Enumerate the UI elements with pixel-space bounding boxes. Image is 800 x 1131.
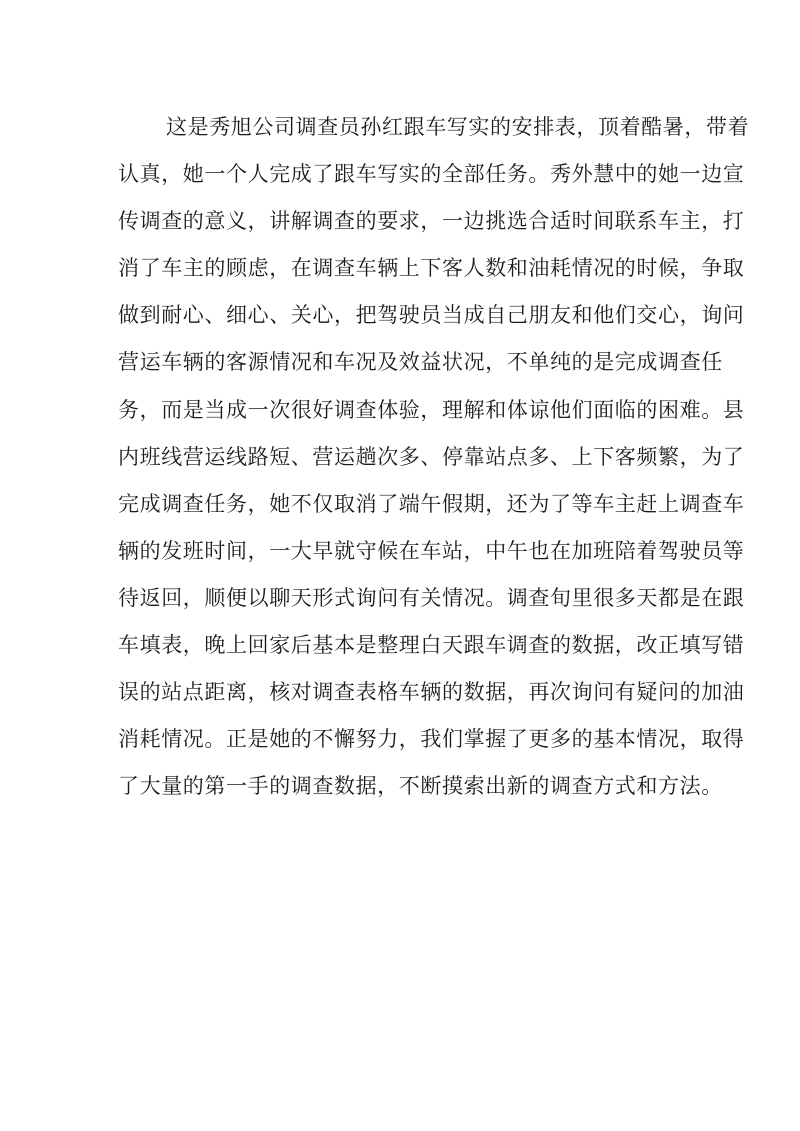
paragraph-line: 做到耐心、细心、关心，把驾驶员当成自己朋友和他们交心，询问 xyxy=(118,303,745,328)
paragraph-line: 误的站点距离，核对调查表格车辆的数据，再次询问有疑问的加油 xyxy=(118,680,745,705)
paragraph-line: 消了车主的顾虑，在调查车辆上下客人数和油耗情况的时候，争取 xyxy=(118,256,745,281)
paragraph-line: 传调查的意义，讲解调查的要求，一边挑选合适时间联系车主，打 xyxy=(118,209,745,234)
paragraph-line: 待返回，顺便以聊天形式询问有关情况。调查旬里很多天都是在跟 xyxy=(118,585,745,610)
paragraph-line: 了大量的第一手的调查数据，不断摸索出新的调查方式和方法。 xyxy=(118,774,723,799)
paragraph-line: 营运车辆的客源情况和车况及效益状况，不单纯的是完成调查任 xyxy=(118,350,723,375)
paragraph-line: 这是秀旭公司调查员孙红跟车写实的安排表，顶着酷暑，带着 xyxy=(166,115,750,139)
paragraph-line: 内班线营运线路短、营运趟次多、停靠站点多、上下客频繁，为了 xyxy=(118,444,745,469)
paragraph-line: 认真，她一个人完成了跟车写实的全部任务。秀外慧中的她一边宣 xyxy=(118,162,745,187)
paragraph-line: 消耗情况。正是她的不懈努力，我们掌握了更多的基本情况，取得 xyxy=(118,727,745,752)
paragraph-line: 完成调查任务，她不仅取消了端午假期，还为了等车主赶上调查车 xyxy=(118,491,745,516)
paragraph-line: 务，而是当成一次很好调查体验，理解和体谅他们面临的困难。县 xyxy=(118,397,745,422)
body-paragraph xyxy=(118,104,750,810)
paragraph-line: 辆的发班时间，一大早就守候在车站，中午也在加班陪着驾驶员等 xyxy=(118,538,745,563)
paragraph-line: 车填表，晚上回家后基本是整理白天跟车调查的数据，改正填写错 xyxy=(118,633,745,658)
